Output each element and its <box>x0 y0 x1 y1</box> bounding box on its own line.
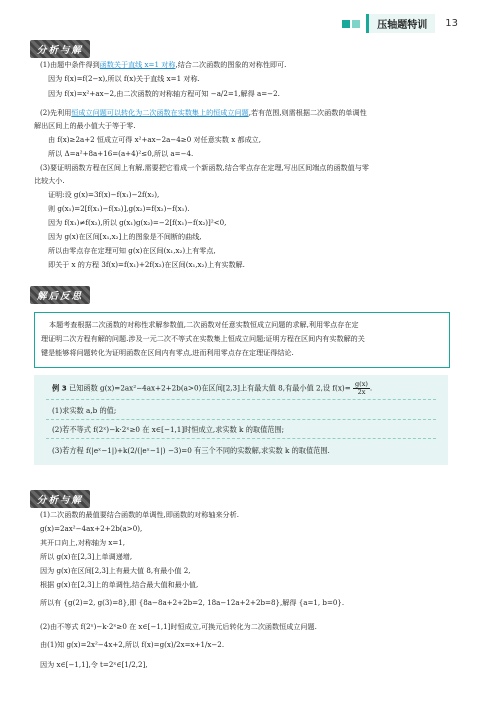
text-line: g(x)=2ax²−4ax+2+2b(a>0), <box>40 524 143 533</box>
review-line: 本题考查根据二次函数的对称性求解参数值,二次函数对任意实数恒成立问题的求解,利用零点存在定 <box>49 320 359 329</box>
header-decoration <box>342 20 360 28</box>
text-line: 比较大小. <box>34 176 65 185</box>
divider <box>46 438 436 439</box>
text-line: 解出区间上的最小值大于等于零. <box>34 121 136 130</box>
text-line: 因为 f(x)=x²+ax−2,由二次函数的对称轴方程可知 −a/2=1,解得 a=−2. <box>48 89 280 98</box>
text-line: 则 g(x₁)=2[f(x₁)−f(x₂)],g(x₂)=f(x₂)−f(x₁). <box>48 204 190 213</box>
text-line: 由(1)知 g(x)=2x²−4x+2,所以 f(x)=g(x)/2x=x+1/x−2. <box>40 640 225 649</box>
section-tag-analysis: 分析与解 <box>30 40 90 58</box>
text-line: (3)要证明函数方程在区间上有解,需要把它看成一个新函数,结合零点存在定理,写出区间端点的函数值与零 <box>40 163 369 172</box>
text-line: 所以有 {g(2)=2, g(3)=8},即 {8a−8a+2+2b=2, 18a−12a+2+2b=8},解得 {a=1, b=0}. <box>40 598 345 607</box>
text-line: 因为 f(x)=f(2−x),所以 f(x)关于直线 x=1 对称. <box>48 74 200 83</box>
review-box <box>34 312 450 368</box>
text-line: (1)二次函数的最值要结合函数的单调性,即函数的对称轴来分析. <box>40 510 239 519</box>
example-question-1: (1)求实数 a,b 的值; <box>52 406 117 415</box>
highlight-link[interactable]: 恒成立问题可以转化为二次函数在实数集上的恒成立问题 <box>71 108 249 117</box>
text-line: 由 f(x)≥2a+2 恒成立可得 x²+ax−2a−4≥0 对任意实数 x 都成立, <box>48 135 262 144</box>
example-label: 例 3 <box>52 383 67 393</box>
text-line: 因为 g(x)在区间[2,3]上有最大值 8,有最小值 2, <box>40 566 191 575</box>
text-line: (2)由不等式 f(2ˣ)−k·2ˣ≥0 在 x∈[−1,1]时恒成立,可换元后转化为二次函数恒成立问题. <box>40 622 317 631</box>
text-line: 其开口向上,对称轴为 x=1, <box>40 538 126 547</box>
text-line: 因为 x∈[−1,1],令 t=2ˣ∈[1/2,2], <box>40 660 148 669</box>
text-line: (1)由题中条件得到函数关于直线 x=1 对称,结合二次函数的图象的对称性即可. <box>40 60 287 69</box>
example-statement: 例 3 已知函数 g(x)=2ax²−4ax+2+2b(a>0)在区间[2,3]上有最大值 8,有最小值 2,设 f(x)= $\frac{g(x)}{2x}$ . <box>52 380 373 396</box>
example-box <box>34 375 448 465</box>
text-line: 证明:设 g(x)=3f(x)−f(x₁)−2f(x₂), <box>48 190 160 199</box>
divider <box>46 419 436 420</box>
text-line: 即关于 x 的方程 3f(x)=f(x₁)+2f(x₂)在区间(x₁,x₂)上有实数解. <box>48 260 245 269</box>
example-question-2: (2)若不等式 f(2ˣ)−k·2ˣ≥0 在 x∈[−1,1]时恒成立,求实数 k 的取值范围; <box>52 425 285 434</box>
text-line: 因为 f(x₁)≠f(x₂),所以 g(x₁)g(x₂)=−2[f(x₁)−f(x₂)]²<0, <box>48 218 227 227</box>
text-line: 所以由零点存在定理可知 g(x)在区间(x₁,x₂)上有零点, <box>48 246 216 255</box>
header-title: 压轴题特训 <box>366 14 435 33</box>
text-line: 根据 g(x)在[2,3]上的单调性,结合最大值和最小值, <box>40 580 199 589</box>
page-number: 13 <box>445 18 458 29</box>
highlight-link[interactable]: 函数关于直线 x=1 对称 <box>99 60 176 69</box>
review-line: 理证明二次方程有解的问题.涉及一元二次不等式在实数集上恒成立问题;证明方程在区间内有实数解的关 <box>41 334 365 343</box>
fraction: $\frac{g(x)}{2x}$ <box>355 380 368 396</box>
text-line: 所以 Δ=a²+8a+16=(a+4)²≤0,所以 a=−4. <box>48 149 194 158</box>
text-line: 因为 g(x)在区间[x₁,x₂]上的图象是不间断的曲线, <box>48 232 202 241</box>
example-question-3: (3)若方程 f(|eˣ−1|)+k(2/(|eˣ−1|) −3)=0 有三个不同的实数解,求实数 k 的取值范围. <box>52 446 330 455</box>
divider <box>46 399 436 400</box>
page-header <box>342 14 458 33</box>
review-line: 键是能够将问题转化为证明函数在区间内有零点,进而利用零点存在定理证得结论. <box>41 348 294 357</box>
text-line: 所以 g(x)在[2,3]上单调递增, <box>40 552 133 561</box>
section-tag-review: 解后反思 <box>30 286 90 304</box>
text-line: (2)先利用恒成立问题可以转化为二次函数在实数集上的恒成立问题,若有范围,则需根据二次函数的单调性 <box>40 108 367 117</box>
section-tag-analysis-2: 分析与解 <box>30 490 90 508</box>
